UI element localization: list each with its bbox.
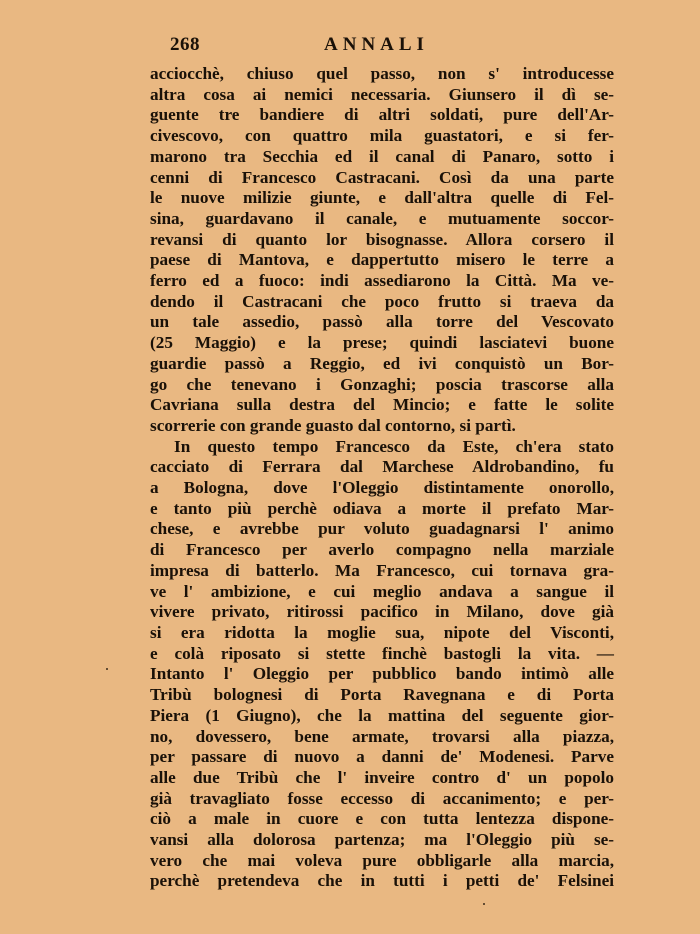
text-line: (25 Maggio) e la prese; quindi lasciatevi buone <box>150 333 614 353</box>
text-line: un tale assedio, passò alla torre del Vescovato <box>150 312 614 332</box>
text-line: cenni di Francesco Castracani. Così da una parte <box>150 167 614 187</box>
paper-speck <box>483 903 485 905</box>
text-line: In questo tempo Francesco da Este, ch'era stato <box>174 436 614 456</box>
text-line: vansi alla dolorosa partenza; ma l'Oleggio più se- <box>150 830 614 850</box>
text-line: alle due Tribù che l' inveire contro d' un popolo <box>150 767 614 787</box>
page-header <box>150 30 614 64</box>
paper-speck <box>106 668 108 670</box>
text-line: ciò a male in cuore e con tutta lentezza dispone- <box>150 809 614 829</box>
text-line: chese, e avrebbe pur voluto guadagnarsi l' animo <box>150 519 614 539</box>
text-line: dendo il Castracani che poco frutto si traeva da <box>150 291 614 311</box>
text-line: Tribù bolognesi di Porta Ravegnana e di Porta <box>150 685 614 705</box>
text-line: ferro ed a fuoco: indi assediarono la Città. Ma ve- <box>150 271 614 291</box>
text-line: e colà riposato si stette finchè bastogli la vita. — <box>150 643 614 663</box>
text-line: sina, guardavano il canale, e mutuamente soccor- <box>150 208 614 228</box>
text-line: go che tenevano i Gonzaghi; poscia trascorse alla <box>150 374 614 394</box>
page-number: 268 <box>170 34 200 55</box>
text-line: le nuove milizie giunte, e dall'altra quelle di Fel- <box>150 188 614 208</box>
text-line: scorrerie con grande guasto dal contorno, si partì. <box>150 415 516 435</box>
text-line: marono tra Secchia ed il canal di Panaro, sotto i <box>150 146 614 166</box>
running-title: ANNALI <box>324 34 429 55</box>
text-line: impresa di batterlo. Ma Francesco, cui tornava gra- <box>150 560 614 580</box>
text-line: paese di Mantova, e dappertutto misero le terre a <box>150 250 614 270</box>
text-line: vero che mai voleva pure obbligarle alla marcia, <box>150 850 614 870</box>
text-line: e tanto più perchè odiava a morte il prefato Mar- <box>150 498 614 518</box>
text-line: altra cosa ai nemici necessaria. Giunsero il dì se- <box>150 84 614 104</box>
text-line: Piera (1 Giugno), che la mattina del seguente gior- <box>150 705 614 725</box>
text-line: a Bologna, dove l'Oleggio distintamente onorollo, <box>150 478 614 498</box>
text-line: Cavriana sulla destra del Mincio; e fatte le solite <box>150 395 614 415</box>
text-line: civescovo, con quattro mila guastatori, e si fer- <box>150 126 614 146</box>
text-line: di Francesco per averlo compagno nella marziale <box>150 540 614 560</box>
book-page <box>150 30 614 892</box>
text-line: acciocchè, chiuso quel passo, non s' introducesse <box>150 64 614 83</box>
text-line: Intanto l' Oleggio per pubblico bando intimò alle <box>150 664 614 684</box>
body-text <box>150 64 614 892</box>
text-line: vivere privato, ritirossi pacifico in Milano, dove già <box>150 602 614 622</box>
text-line: guente tre bandiere di altri soldati, pure dell'Ar- <box>150 105 614 125</box>
text-line: si era ridotta la moglie sua, nipote del Visconti, <box>150 622 614 642</box>
text-line: guardie passò a Reggio, ed ivi conquistò un Bor- <box>150 353 614 373</box>
text-line: per passare di nuovo a danni de' Modenesi. Parve <box>150 747 614 767</box>
text-line: già travagliato fosse eccesso di accanimento; e per- <box>150 788 614 808</box>
text-line: ve l' ambizione, e cui meglio andava a sangue il <box>150 581 614 601</box>
text-line: no, dovessero, bene armate, trovarsi alla piazza, <box>150 726 614 746</box>
text-line: perchè pretendeva che in tutti i petti de' Felsinei <box>150 871 614 891</box>
text-line: cacciato di Ferrara dal Marchese Aldrobandino, fu <box>150 457 614 477</box>
text-line: revansi di quanto lor bisognasse. Allora corsero il <box>150 229 614 249</box>
